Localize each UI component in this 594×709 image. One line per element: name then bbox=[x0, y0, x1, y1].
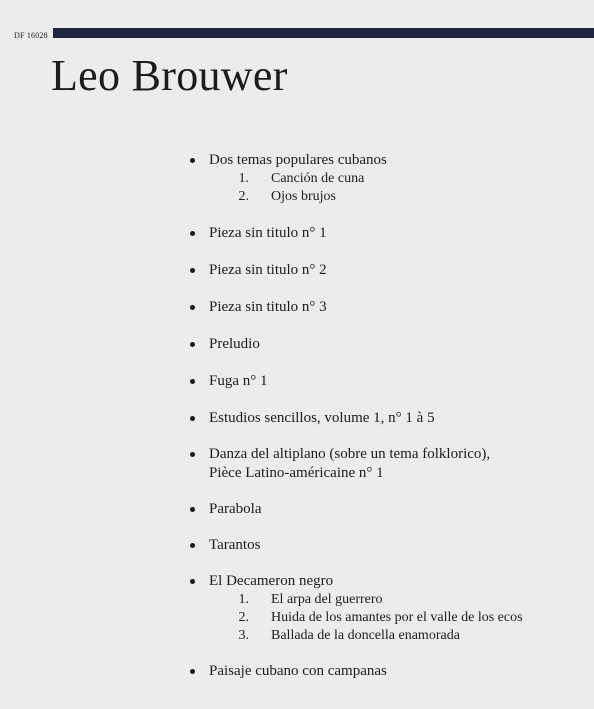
work-title: Dos temas populares cubanos bbox=[209, 152, 387, 168]
work-item bbox=[186, 298, 586, 317]
work-title: Preludio bbox=[209, 336, 260, 352]
bullet-icon bbox=[190, 268, 195, 273]
movement-item bbox=[209, 188, 586, 206]
movement-item bbox=[209, 170, 586, 188]
movement-number: 1. bbox=[238, 592, 249, 607]
work-item bbox=[186, 335, 586, 354]
movement-number: 1. bbox=[238, 171, 249, 186]
work-title: Estudios sencillos, volume 1, n° 1 à 5 bbox=[209, 410, 435, 426]
movement-title: Huida de los amantes por el valle de los ecos bbox=[271, 610, 523, 625]
catalog-number: DF 16028 bbox=[14, 31, 48, 40]
movement-title: El arpa del guerrero bbox=[271, 592, 383, 607]
header-bar bbox=[53, 28, 594, 38]
works-list bbox=[186, 147, 586, 681]
work-title: Paisaje cubano con campanas bbox=[209, 663, 387, 679]
bullet-icon bbox=[190, 579, 195, 584]
work-item bbox=[186, 261, 586, 280]
work-title: Parabola bbox=[209, 501, 262, 517]
work-title: Pieza sin titulo n° 2 bbox=[209, 262, 327, 278]
work-item bbox=[186, 536, 586, 555]
bullet-icon bbox=[190, 231, 195, 236]
work-title: Pieza sin titulo n° 3 bbox=[209, 299, 327, 315]
movement-title: Ballada de la doncella enamorada bbox=[271, 628, 460, 643]
work-item bbox=[186, 662, 586, 681]
movement-item bbox=[209, 627, 586, 645]
movement-title: Canción de cuna bbox=[271, 171, 365, 186]
bullet-icon bbox=[190, 669, 195, 674]
movement-item bbox=[209, 591, 586, 609]
work-title: Pieza sin titulo n° 1 bbox=[209, 225, 327, 241]
work-item bbox=[186, 500, 586, 519]
bullet-icon bbox=[190, 452, 195, 457]
work-item bbox=[186, 445, 586, 483]
work-item bbox=[186, 151, 586, 206]
movement-list bbox=[209, 170, 586, 206]
movement-title: Ojos brujos bbox=[271, 189, 336, 204]
work-item bbox=[186, 224, 586, 243]
work-title-line2: Pièce Latino-américaine n° 1 bbox=[209, 465, 384, 481]
work-title: El Decameron negro bbox=[209, 573, 334, 589]
work-item bbox=[186, 372, 586, 391]
bullet-icon bbox=[190, 342, 195, 347]
work-title: Fuga n° 1 bbox=[209, 373, 268, 389]
movement-item bbox=[209, 609, 586, 627]
bullet-icon bbox=[190, 305, 195, 310]
bullet-icon bbox=[190, 543, 195, 548]
bullet-icon bbox=[190, 507, 195, 512]
work-title: Danza del altiplano (sobre un tema folklorico), bbox=[209, 446, 491, 462]
bullet-icon bbox=[190, 416, 195, 421]
movement-number: 3. bbox=[238, 628, 249, 643]
bullet-icon bbox=[190, 158, 195, 163]
composer-name: Leo Brouwer bbox=[51, 51, 288, 100]
bullet-icon bbox=[190, 379, 195, 384]
movement-number: 2. bbox=[238, 189, 249, 204]
movement-list bbox=[209, 591, 586, 645]
work-item bbox=[186, 572, 586, 645]
movement-number: 2. bbox=[238, 610, 249, 625]
work-item bbox=[186, 409, 586, 428]
work-title: Tarantos bbox=[209, 537, 261, 553]
